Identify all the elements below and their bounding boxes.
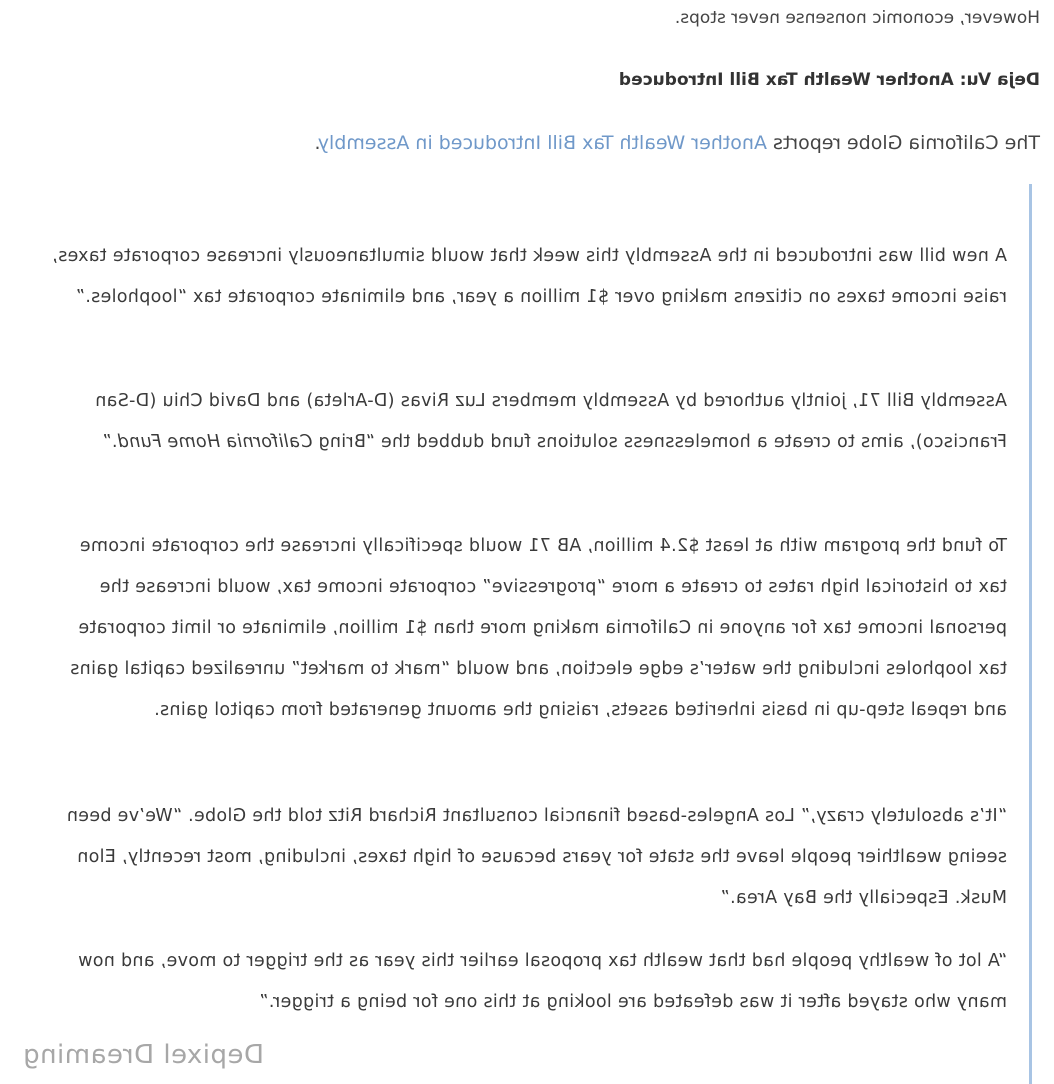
quote-paragraph-2-fund-name: California Home Fund [117, 432, 313, 452]
source-article-link[interactable]: Another Wealth Tax Bill Introduced in Assembly [320, 132, 767, 154]
blockquote [52, 184, 1032, 1084]
section-heading: Deja Vu: Another Wealth Tax Bill Introduced [618, 70, 1040, 90]
quote-paragraph-5: “A lot of wealthy people had that wealth tax proposal earlier this year as the trigger to move, and now many who stayed after it was defeated are looking at this one for being a trigger.” [77, 951, 1007, 1012]
intro-text: However, economic nonsense never stops. [674, 8, 1040, 28]
source-line [314, 132, 1040, 154]
quote-paragraph-2 [49, 381, 1007, 463]
watermark-text: Depixel Dreaming [22, 1040, 264, 1070]
quote-paragraph-4: “It’s absolutely crazy,” Los Angeles-based financial consultant Richard Ritz told the Globe. “We’ve been seeing wealthier people leave the state for years because of high taxes, including, most recently, Elon Musk. Especially the Bay Area.” [66, 806, 1007, 908]
quote-paragraph-1: A new bill was introduced in the Assembly this week that would simultaneously increase corporate taxes, raise income taxes on citizens making over $1 million a year, and eliminate corporate tax “loopholes.” [52, 246, 1007, 307]
quote-paragraph-2-end: .” [102, 432, 118, 452]
quote-paragraph-2-main: Assembly Bill 71, jointly authored by Assembly members Luz Rivas (D-Arleta) and David Chiu (D-San Francisco), aims to create a homelessness solutions fund dubbed the “Bring [94, 391, 1007, 452]
quote-paragraph-3: To fund the program with at least $2.4 million, AB 71 would specifically increase the corporate income tax to historical high rates to create a more “progressive” corporate income tax, would increase the personal income tax for anyone in California making more than $1 million, eliminate or limit corporate tax loopholes including the water’s edge election, and would “mark to market” unrealized capital gains and repeal step-up in basis inherited assets, raising the amount generated from capitol gains. [69, 536, 1007, 720]
source-prefix: The California Globe reports [766, 132, 1040, 154]
source-suffix: . [314, 132, 321, 154]
